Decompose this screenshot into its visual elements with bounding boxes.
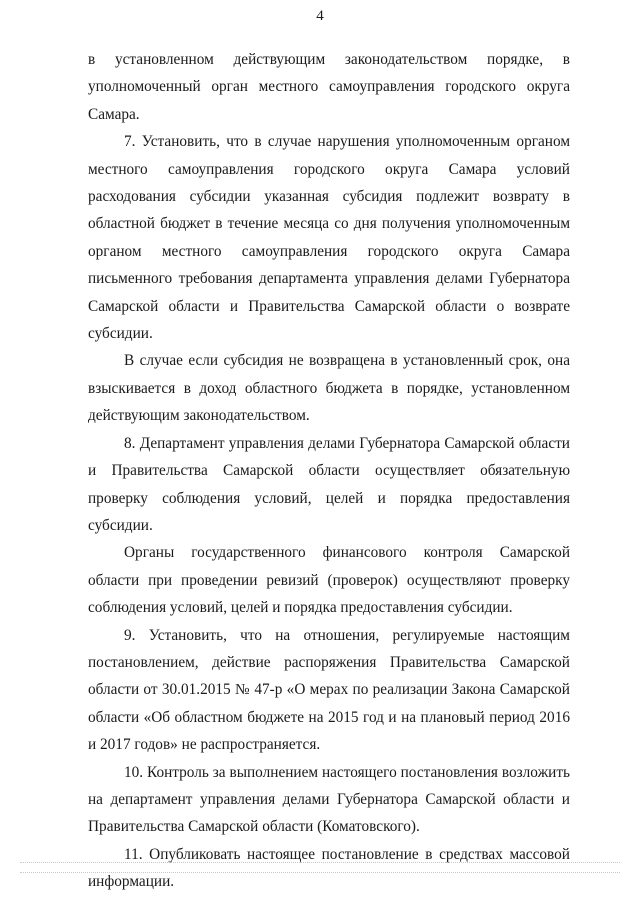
- document-body: [88, 46, 570, 896]
- paragraph-item-8: 8. Департамент управления делами Губернатора Самарской области и Правительства Самарской области осуществляет обязательную проверку соблюдения условий, целей и порядка предоставления субсидии.: [88, 434, 570, 534]
- scan-artifact-line: [20, 862, 620, 864]
- paragraph-item-9: 9. Установить, что на отношения, регулируемые настоящим постановлением, действие распоряжения Правительства Самарской области от 30.01.2015 № 47-р «О мерах по реализации Закона Самарской области «Об областном бюджете на 2015 год и на плановый период 2016 и 2017 годов» не распространяется.: [88, 626, 570, 754]
- paragraph-item-7: 7. Установить, что в случае нарушения уполномоченным органом местного самоуправления городского округа Самара условий расходования субсидии указанная субсидия подлежит возврату в областной бюджет в течение месяца со дня получения уполномоченным органом местного самоуправления городского округа Самара письменного требования департамента управления делами Губернатора Самарской области и Правительства Самарской области о возврате субсидии.: [88, 133, 570, 343]
- paragraph-item-8-control: Органы государственного финансового контроля Самарской области при проведении ревизий (проверок) осуществляют проверку соблюдения условий, целей и порядка предоставления субсидии.: [88, 544, 570, 617]
- page-number: 4: [316, 8, 324, 24]
- paragraph-item-10: 10. Контроль за выполнением настоящего постановления возложить на департамент управления делами Губернатора Самарской области и Правительства Самарской области (Коматовского).: [88, 763, 570, 836]
- paragraph-item-11: 11. Опубликовать настоящее постановление в средствах массовой информации.: [88, 845, 570, 891]
- paragraph-continuation: в установленном действующим законодательством порядке, в уполномоченный орган местного самоуправления городского округа Самара.: [88, 51, 570, 123]
- paragraph-item-7-refund: В случае если субсидия не возвращена в установленный срок, она взыскивается в доход областного бюджета в порядке, установленном действующим законодательством.: [88, 352, 570, 425]
- scan-artifact-line: [20, 872, 620, 874]
